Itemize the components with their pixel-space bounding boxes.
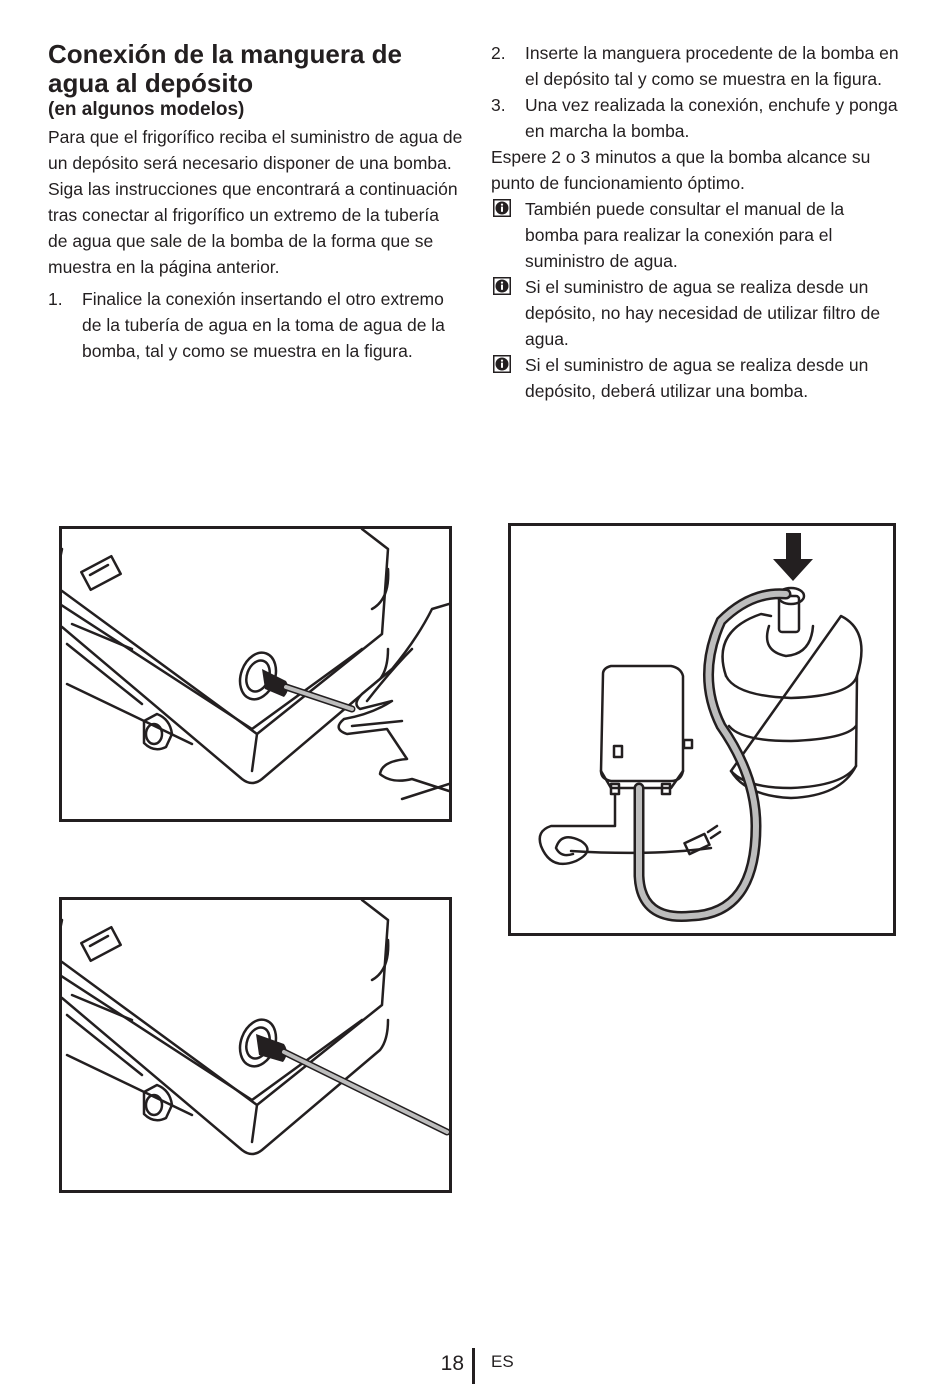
- step-text: Inserte la manguera procedente de la bomba en el depósito tal y como se muestra en la figura.: [525, 43, 899, 89]
- note-2: [491, 274, 901, 352]
- step-2: [491, 40, 901, 92]
- page-footer: [0, 1346, 950, 1386]
- step-3: [491, 92, 901, 144]
- info-icon: [493, 277, 511, 295]
- note-text: Si el suministro de agua se realiza desde un depósito, deberá utilizar una bomba.: [525, 355, 869, 401]
- pump-hose-illustration: [62, 529, 449, 819]
- step-text: Una vez realizada la conexión, enchufe y ponga en marcha la bomba.: [525, 95, 898, 141]
- right-column: [491, 40, 901, 404]
- pump-hose-connected-illustration: [62, 900, 449, 1190]
- language-code: ES: [491, 1352, 514, 1371]
- figure-hose-insertion: [59, 526, 452, 822]
- page-number: 18: [440, 1352, 464, 1375]
- note-3: [491, 352, 901, 404]
- footer-divider: [472, 1348, 475, 1384]
- figure-hose-connected: [59, 897, 452, 1193]
- step-1: [48, 286, 463, 364]
- note-text: También puede consultar el manual de la bomba para realizar la conexión para el suministro de agua.: [525, 199, 845, 271]
- page-subtitle: (en algunos modelos): [48, 99, 245, 120]
- note-1: [491, 196, 901, 274]
- wait-paragraph: Espere 2 o 3 minutos a que la bomba alcance su punto de funcionamiento óptimo.: [491, 147, 871, 193]
- intro-paragraph: Para que el frigorífico reciba el suministro de agua de un depósito será necesario disponer de una bomba. Siga las instrucciones que encontrará a continuación tras conectar al frigorífico un extremo de la tubería de agua que sale de la bomba de la forma que se muestra en la página anterior.: [48, 127, 463, 277]
- info-icon: [493, 355, 511, 373]
- step-number: 1.: [48, 289, 63, 309]
- step-text: Finalice la conexión insertando el otro extremo de la tubería de agua en la toma de agua de la bomba, tal y como se muestra en la figura.: [82, 289, 445, 361]
- info-icon: [493, 199, 511, 217]
- step-number: 2.: [491, 43, 506, 63]
- left-column: [48, 40, 463, 364]
- pump-tank-illustration: [511, 526, 893, 933]
- page-title: Conexión de la manguera de agua al depósito: [48, 39, 402, 98]
- step-number: 3.: [491, 95, 506, 115]
- figure-pump-tank: [508, 523, 896, 936]
- note-text: Si el suministro de agua se realiza desde un depósito, no hay necesidad de utilizar filtro de agua.: [525, 277, 881, 349]
